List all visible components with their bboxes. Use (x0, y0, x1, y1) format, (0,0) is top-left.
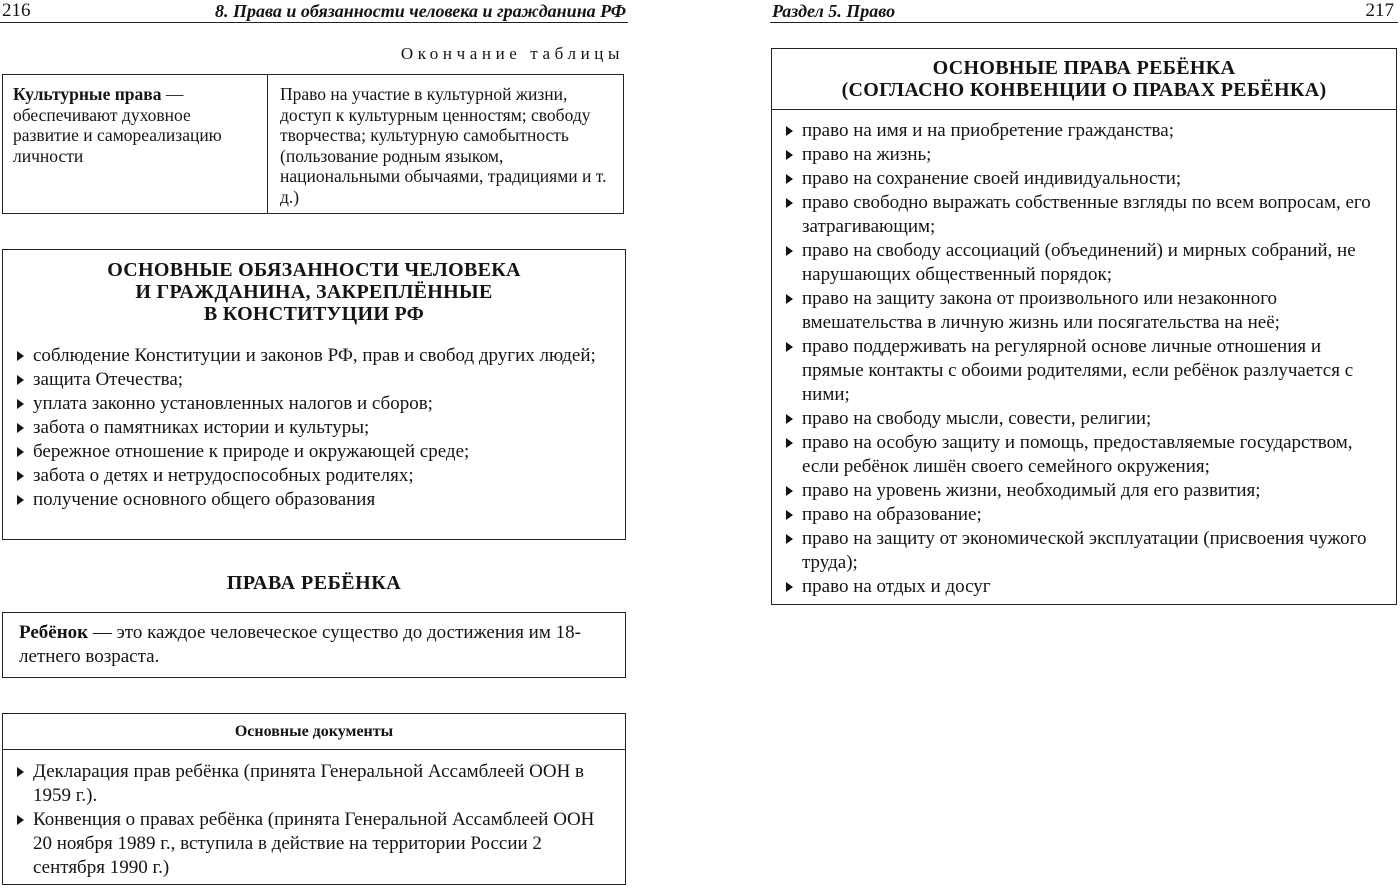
term-definition: — обеспечивают духовное развитие и самореализацию личности (13, 84, 222, 166)
list-item: защита Отечества; (13, 368, 613, 392)
documents-list (3, 760, 625, 880)
child-rights-title (772, 49, 1396, 101)
title-line: ОСНОВНЫЕ ПРАВА РЕБЁНКА (932, 57, 1236, 79)
list-item: право на имя и на приобретение гражданства; (782, 119, 1384, 143)
table-continuation-label: Окончание таблицы (400, 44, 624, 63)
title-line: И ГРАЖДАНИНА, ЗАКРЕПЛЁННЫЕ (135, 281, 493, 303)
term-definition: — это каждое человеческое существо до достижения им 18-летнего возраста. (19, 622, 581, 667)
duties-title (3, 250, 625, 325)
list-item: Декларация прав ребёнка (принята Генеральной Ассамблеей ООН в 1959 г.). (13, 760, 613, 808)
cultural-rights-content-cell: Право на участие в культурной жизни, доступ к культурным ценностям; свободу творчества; культурную самобытность (пользование родным языком, национальными обычаями, традициями и т. д.) (280, 84, 607, 207)
running-head (770, 0, 1398, 23)
duties-list (3, 344, 625, 512)
child-rights-heading: ПРАВА РЕБЁНКА (226, 572, 402, 594)
list-item: право на отдых и досуг (782, 575, 1384, 599)
child-definition-box (2, 612, 626, 678)
child-rights-list (772, 119, 1396, 599)
list-item: получение основного общего образования (13, 488, 613, 512)
list-item: право на жизнь; (782, 143, 1384, 167)
term: Культурные права (13, 84, 162, 104)
list-item: соблюдение Конституции и законов РФ, прав и свобод других людей; (13, 344, 613, 368)
running-title: Раздел 5. Право (772, 1, 896, 21)
list-item: право на свободу ассоциаций (объединений) и мирных собраний, не нарушающих общественный порядок; (782, 239, 1384, 287)
list-item: забота о памятниках истории и культуры; (13, 416, 613, 440)
list-item: уплата законно установленных налогов и сборов; (13, 392, 613, 416)
list-item: право на особую защиту и помощь, предоставляемые государством, если ребёнок лишён своего семейного окружения; (782, 431, 1384, 479)
documents-header: Основные документы (3, 714, 625, 750)
title-line: (СОГЛАСНО КОНВЕНЦИИ О ПРАВАХ РЕБЁНКА) (841, 79, 1327, 101)
child-rights-list-box (771, 109, 1397, 605)
child-rights-title-box (771, 48, 1397, 110)
title-line: В КОНСТИТУЦИИ РФ (203, 303, 425, 325)
documents-box (2, 713, 626, 885)
list-item: бережное отношение к природе и окружающей среде; (13, 440, 613, 464)
page-number: 216 (2, 0, 31, 21)
cultural-rights-table (2, 74, 624, 214)
list-item: право поддерживать на регулярной основе личные отношения и прямые контакты с обоими родителями, если ребёнок разлучается с ними; (782, 335, 1384, 407)
list-item: забота о детях и нетрудоспособных родителях; (13, 464, 613, 488)
page-number: 217 (1365, 0, 1394, 21)
title-line: ОСНОВНЫЕ ОБЯЗАННОСТИ ЧЕЛОВЕКА (107, 259, 521, 281)
list-item: право свободно выражать собственные взгляды по всем вопросам, его затрагивающим; (782, 191, 1384, 239)
cultural-rights-term-cell (3, 75, 268, 213)
duties-box (2, 249, 626, 540)
term: Ребёнок (19, 622, 89, 643)
list-item: право на образование; (782, 503, 1384, 527)
list-item: Конвенция о правах ребёнка (принята Генеральной Ассамблеей ООН 20 ноября 1989 г., вступила в действие на территории России 2 сентября 1990 г.) (13, 808, 613, 880)
list-item: право на защиту от экономической эксплуатации (присвоения чужого труда); (782, 527, 1384, 575)
list-item: право на свободу мысли, совести, религии; (782, 407, 1384, 431)
list-item: право на защиту закона от произвольного или незаконного вмешательства в личную жизнь или посягательства на неё; (782, 287, 1384, 335)
running-title: 8. Права и обязанности человека и гражданина РФ (215, 1, 626, 21)
list-item: право на сохранение своей индивидуальности; (782, 167, 1384, 191)
list-item: право на уровень жизни, необходимый для его развития; (782, 479, 1384, 503)
running-head (0, 0, 628, 23)
